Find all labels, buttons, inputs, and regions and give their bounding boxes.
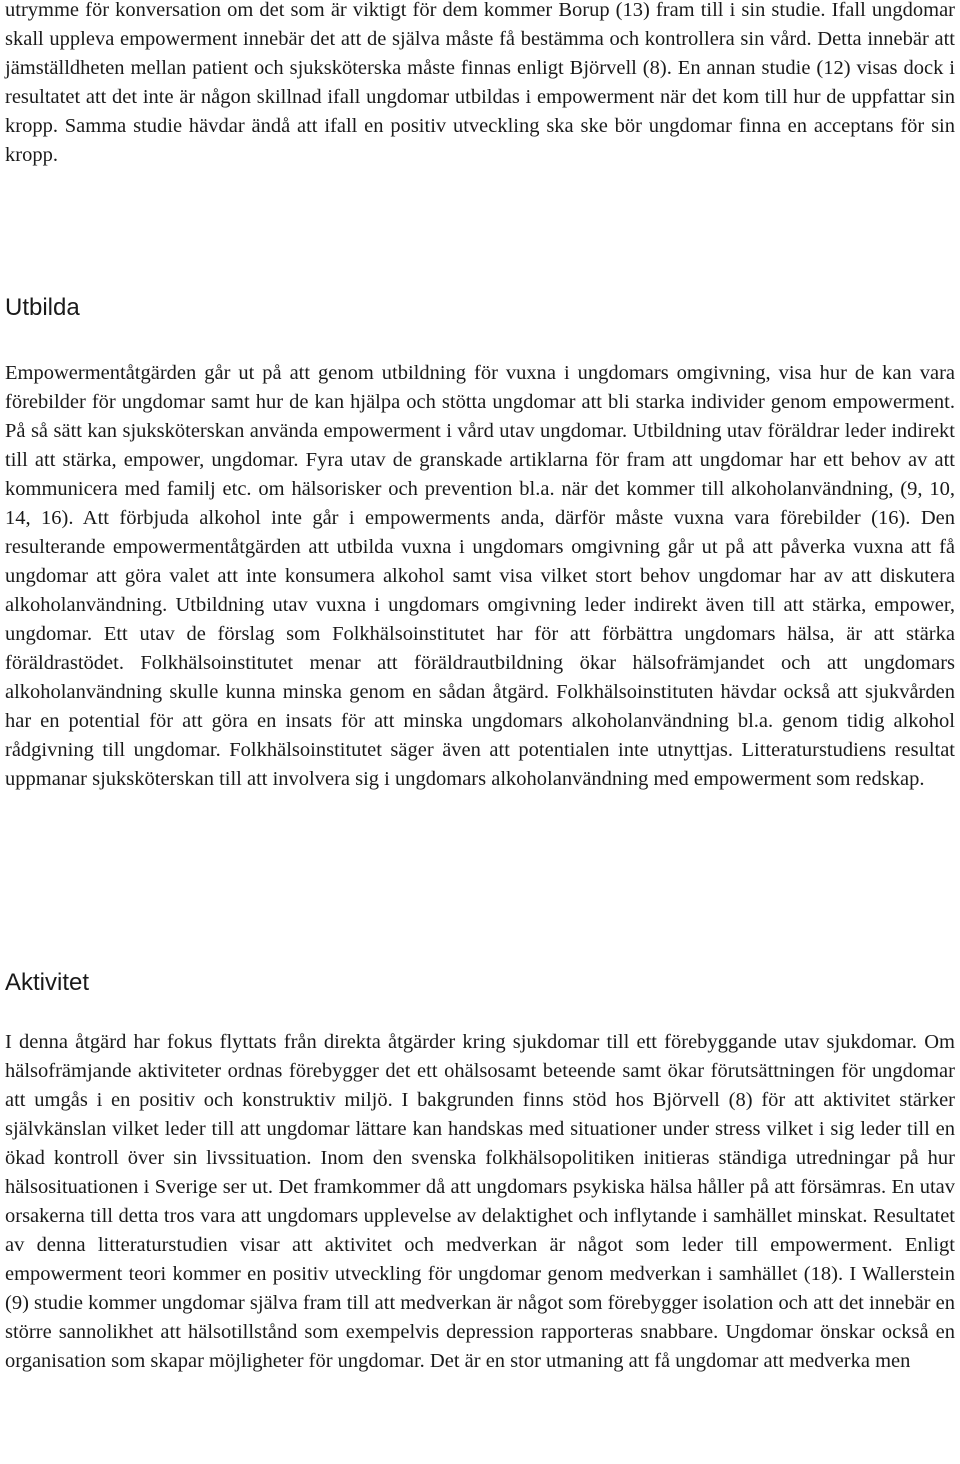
body-paragraph: I denna åtgärd har fokus flyttats från direkta åtgärder kring sjukdomar till ett förebyggande utav sjukdomar. Om hälsofrämjande aktiviteter ordnas förebygger det ett ohälsosamt beteende samt ökar förutsättningen för ungdomar att umgås i en positiv och konstruktiv miljö. I bakgrunden finns stöd hos Björvell (8) för att aktivitet stärker självkänslan vilket leder till att ungdomar lättare kan handskas med situationer under stress vilket i sig leder till en ökad kontroll över sin livssituation. Inom den svenska folkhälsopolitiken initieras ständiga utredningar på hur hälsosituationen i Sverige ser ut. Det framkommer då att ungdomars psykiska hälsa håller på att försämras. En utav orsakerna till detta tros vara att ungdomars upplevelse av delaktighet och inflytande i samhället minskat. Resultatet av denna litteraturstudien visar att aktivitet och medverkan är något som leder till empowerment. Enligt empowerment teori kommer en positiv utveckling för ungdomar genom medverkan i samhället (18). I Wallerstein (9) studie kommer ungdomar själva fram till att medverkan är något som förebygger isolation och att det innebär en större sannolikhet att hälsotillstånd som exempelvis depression rapporteras snabbare. Ungdomar önskar också en organisation som skapar möjligheter för ungdomar. Det är en stor utmaning att få ungdomar att medverka men <box>5 1031 955 1372</box>
body-paragraph: utrymme för konversation om det som är viktigt för dem kommer Borup (13) fram till i sin studie. Ifall ungdomar skall uppleva empowerment innebär det att de själva måste få bestämma och kontrollera sin vård. Detta innebär att jämställdheten mellan patient och sjuksköterska måste finnas enligt Björvell (8). En annan studie (12) visas dock i resultatet att det inte är någon skillnad ifall ungdomar utbildas i empowerment när det kom till hur de uppfattar sin kropp. Samma studie hävdar ändå att ifall en positiv utveckling ska ske bör ungdomar finna en acceptans för sin kropp. <box>5 0 955 166</box>
body-paragraph: Empowermentåtgärden går ut på att genom utbildning för vuxna i ungdomars omgivning, visa hur de kan vara förebilder för ungdomar samt hur de kan hjälpa och stötta ungdomar att bli starka individer genom empowerment. På så sätt kan sjuksköterskan använda empowerment i vård utav ungdomar. Utbildning utav föräldrar leder indirekt till att stärka, empower, ungdomar. Fyra utav de granskade artiklarna för fram att ungdomar har ett behov av att kommunicera med familj etc. om hälsorisker och prevention bl.a. när det kommer till alkoholanvändning, (9, 10, 14, 16). Att förbjuda alkohol inte går i empowerments anda, därför måste vuxna vara förebilder (16). Den resulterande empowermentåtgärden att utbilda vuxna i ungdomars omgivning går ut på att påverka vuxna att få ungdomar att göra valet att inte konsumera alkohol samt visa vilket stort behov ungdomar har av att diskutera alkoholanvändning. Utbildning utav vuxna i ungdomars omgivning leder indirekt även till att stärka, empower, ungdomar. Ett utav de förslag som Folkhälsoinstitutet har för att förbättra ungdomars hälsa, är att stärka föräldrastödet. Folkhälsoinstitutet menar att föräldrautbildning ökar hälsofrämjandet och att ungdomars alkoholanvändning skulle kunna minska genom en sådan åtgärd. Folkhälsoinstituten hävdar också att sjukvården har en potential för att göra en insats för att minska ungdomars alkoholanvändning bl.a. genom tidig alkohol rådgivning till ungdomar. Folkhälsoinstitutet säger även att potentialen inte utnyttjas. Litteraturstudiens resultat uppmanar sjuksköterskan till att involvera sig i ungdomars alkoholanvändning med empowerment som redskap. <box>5 362 955 790</box>
section-heading-utbilda: Utbilda <box>5 294 80 321</box>
section-heading-aktivitet: Aktivitet <box>5 969 90 996</box>
